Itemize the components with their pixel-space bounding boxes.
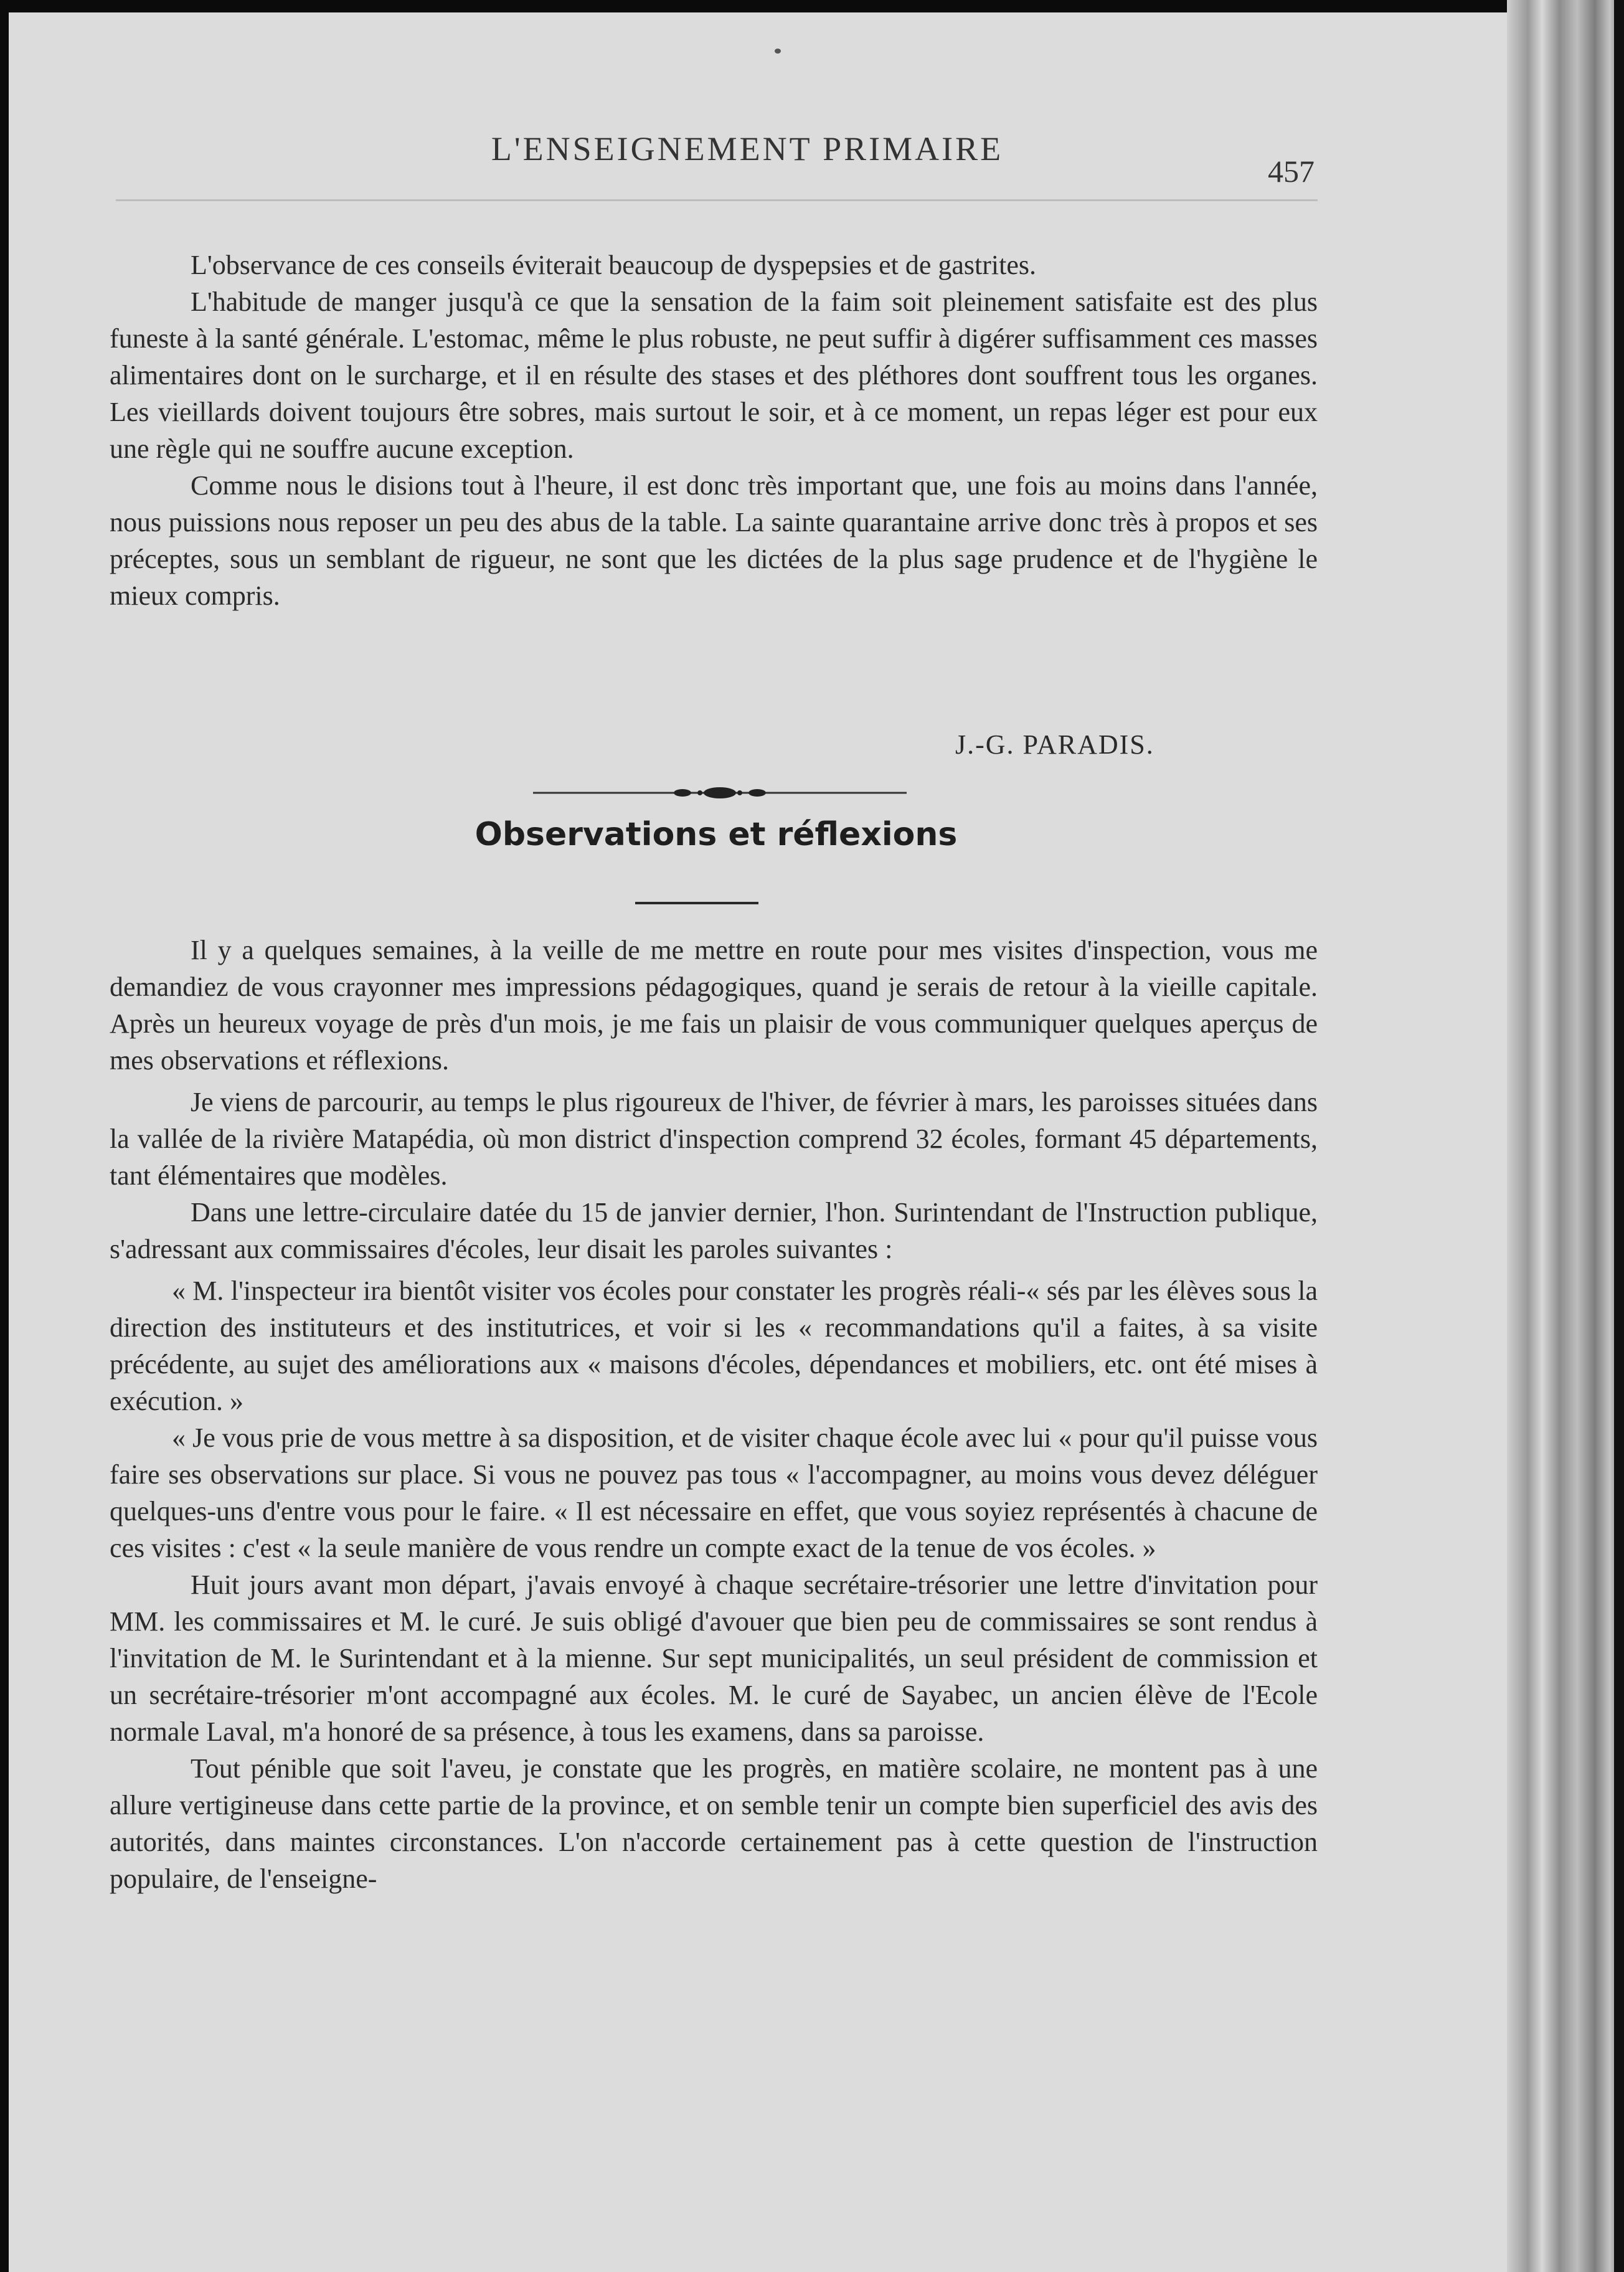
paragraph: Huit jours avant mon départ, j'avais envoyé à chaque secrétaire-trésorier une lettre d'invitation pour MM. les commissaires et M. le curé. Je suis obligé d'avouer que bien peu de commissaires se sont rendus à l'invitation de M. le Surintendant et à la mienne. Sur sept municipalités, un seul président de commission et un secrétaire-trésorier m'ont accompagné aux écoles. M. le curé de Sayabec, un ancien élève de l'Ecole normale Laval, m'a honoré de sa présence, à tous les examens, dans sa paroisse. [110, 1569, 1318, 1747]
scan-border-top [0, 0, 1624, 12]
ink-speck [775, 49, 781, 54]
article-2-body [110, 932, 1318, 1897]
quote-paragraph: « Je vous prie de vous mettre à sa disposition, et de visiter chaque école avec lui « pour qu'il puisse vous faire ses observations sur place. Si vous ne pouvez pas tous « l'accompagner, au moins vous devez déléguer quelques-uns d'entre vous pour le faire. « Il est nécessaire en effet, que vous soyiez représentés à chacune de ces visites : c'est « la seule manière de vous rendre un compte exact de la tenue de vos écoles. » [110, 1422, 1318, 1563]
title-underline [635, 902, 758, 904]
running-title: L'ENSEIGNEMENT PRIMAIRE [491, 130, 1004, 168]
author-signature: J.-G. PARADIS. [955, 729, 1154, 760]
header-rule [116, 199, 1318, 201]
ornament-divider [533, 783, 907, 802]
book-binding-edge [1507, 0, 1624, 2272]
paragraph: L'observance de ces conseils éviterait beaucoup de dyspepsies et de gastrites. [191, 250, 1036, 280]
paragraph: Comme nous le disions tout à l'heure, il est donc très important que, une fois au moins dans l'année, nous puissions nous reposer un peu des abus de la table. La sainte quarantaine arrive donc très à propos et ses préceptes, sous un semblant de rigueur, ne sont que les dictées de la plus sage prudence et de l'hygiène le mieux compris. [110, 470, 1318, 611]
page-number: 457 [1268, 154, 1315, 189]
paragraph: L'habitude de manger jusqu'à ce que la sensation de la faim soit pleinement satisfaite est des plus funeste à la santé générale. L'estomac, même le plus robuste, ne peut suffir à digérer suffisamment ces masses alimentaires dont on le surcharge, et il en résulte des stases et des pléthores dont souffrent tous les organes. Les vieillards doivent toujours être sobres, mais surtout le soir, et à ce moment, un repas léger est pour eux une règle qui ne souffre aucune exception. [110, 286, 1318, 464]
article-1-body [110, 247, 1318, 614]
quote-paragraph: « M. l'inspecteur ira bientôt visiter vos écoles pour constater les progrès réali-« sés par les élèves sous la direction des instituteurs et des institutrices, et voir si les « recommandations qu'il a faites, à sa visite précédente, au sujet des améliorations aux « maisons d'écoles, dépendances et mobiliers, etc. ont été mises à exécution. » [110, 1276, 1318, 1416]
scan-border-right [1614, 0, 1624, 2272]
paragraph: Je viens de parcourir, au temps le plus rigoureux de l'hiver, de février à mars, les paroisses situées dans la vallée de la rivière Matapédia, où mon district d'inspection comprend 32 écoles, formant 45 départements, tant élémentaires que modèles. [110, 1087, 1318, 1191]
paragraph: Tout pénible que soit l'aveu, je constate que les progrès, en matière scolaire, ne montent pas à une allure vertigineuse dans cette partie de la province, et on semble tenir un compte bien superficiel des avis des autorités, dans maintes circonstances. L'on n'accorde certainement pas à cette question de l'instruction populaire, de l'enseigne- [110, 1753, 1318, 1894]
paragraph: Il y a quelques semaines, à la veille de me mettre en route pour mes visites d'inspection, vous me demandiez de vous crayonner mes impressions pédagogiques, quand je serais de retour à la vieille capitale. Après un heureux voyage de près d'un mois, je me fais un plaisir de vous communiquer quelques aperçus de mes observations et réflexions. [110, 935, 1318, 1076]
section-title: Observations et réflexions [474, 816, 958, 853]
paragraph: Dans une lettre-circulaire datée du 15 de janvier dernier, l'hon. Surintendant de l'Instruction publique, s'adressant aux commissaires d'écoles, leur disait les paroles suivantes : [110, 1197, 1318, 1264]
